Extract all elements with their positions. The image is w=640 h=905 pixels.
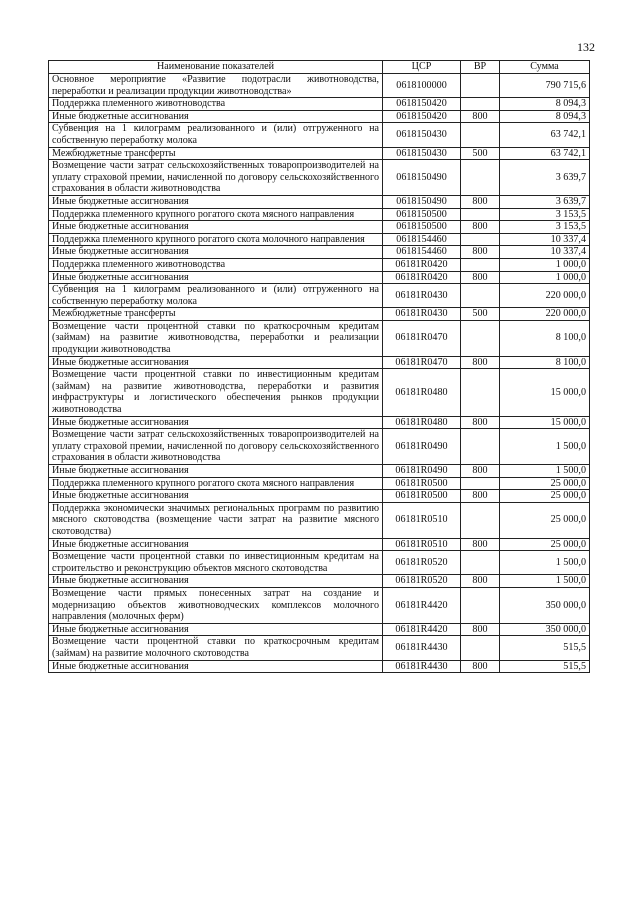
row-vr: 800 [461, 271, 500, 284]
row-vr [461, 429, 500, 465]
table-row [49, 320, 590, 356]
row-code: 06181R4430 [383, 636, 461, 660]
table-row [49, 284, 590, 308]
table-row [49, 258, 590, 271]
row-code: 06181R0490 [383, 465, 461, 478]
row-sum: 25 000,0 [500, 477, 590, 490]
row-sum: 515,5 [500, 636, 590, 660]
row-vr: 800 [461, 110, 500, 123]
table-row [49, 160, 590, 196]
row-code: 06181R4420 [383, 623, 461, 636]
table-row [49, 356, 590, 369]
table-row [49, 74, 590, 98]
table-row [49, 587, 590, 623]
row-name: Иные бюджетные ассигнования [49, 110, 383, 123]
row-vr [461, 477, 500, 490]
table-row [49, 369, 590, 416]
row-code: 0618150430 [383, 147, 461, 160]
row-code: 0618150490 [383, 195, 461, 208]
header-name: Наименование показателей [49, 61, 383, 74]
row-vr: 800 [461, 221, 500, 234]
row-name: Возмещение части процентной ставки по инвестиционным кредитам на строительство и реконструкцию объектов мясного скотоводства [49, 551, 383, 575]
row-sum: 63 742,1 [500, 123, 590, 147]
row-vr [461, 502, 500, 538]
row-vr [461, 636, 500, 660]
row-code: 06181R0470 [383, 356, 461, 369]
row-vr [461, 160, 500, 196]
page-number: 132 [577, 40, 595, 54]
row-name: Иные бюджетные ассигнования [49, 538, 383, 551]
row-name: Возмещение части затрат сельскохозяйственных товаропроизводителей на уплату страховой премии, начисленной по договору сельскохозяйственного страхования в области животноводства [49, 160, 383, 196]
table-row [49, 308, 590, 321]
row-name: Возмещение части прямых понесенных затрат на создание и модернизацию объектов животноводческих комплексов молочного направления (молочных ферм) [49, 587, 383, 623]
row-code: 06181R0510 [383, 538, 461, 551]
row-code: 06181R0430 [383, 284, 461, 308]
row-vr [461, 258, 500, 271]
row-sum: 63 742,1 [500, 147, 590, 160]
row-code: 06181R0520 [383, 551, 461, 575]
row-code: 06181R0490 [383, 429, 461, 465]
table-row [49, 636, 590, 660]
row-sum: 8 100,0 [500, 320, 590, 356]
table-row [49, 429, 590, 465]
row-sum: 8 094,3 [500, 110, 590, 123]
row-code: 0618100000 [383, 74, 461, 98]
row-name: Возмещение части затрат сельскохозяйственных товаропроизводителей на уплату страховой премии, начисленной по договору сельскохозяйственного страхования в области животноводства [49, 429, 383, 465]
row-code: 06181R4430 [383, 660, 461, 673]
row-code: 06181R0420 [383, 258, 461, 271]
row-vr: 500 [461, 308, 500, 321]
row-code: 0618150500 [383, 208, 461, 221]
row-name: Поддержка племенного крупного рогатого скота мясного направления [49, 477, 383, 490]
row-code: 06181R0420 [383, 271, 461, 284]
header-row [49, 61, 590, 74]
row-vr: 800 [461, 195, 500, 208]
row-code: 0618150490 [383, 160, 461, 196]
row-vr [461, 587, 500, 623]
row-sum: 3 639,7 [500, 160, 590, 196]
row-sum: 350 000,0 [500, 587, 590, 623]
table-row [49, 490, 590, 503]
row-sum: 25 000,0 [500, 490, 590, 503]
row-name: Иные бюджетные ассигнования [49, 221, 383, 234]
row-vr [461, 551, 500, 575]
row-name: Иные бюджетные ассигнования [49, 195, 383, 208]
row-name: Иные бюджетные ассигнования [49, 246, 383, 259]
table-row [49, 271, 590, 284]
budget-table [48, 60, 590, 673]
table-row [49, 123, 590, 147]
row-vr [461, 284, 500, 308]
row-name: Субвенция на 1 килограмм реализованного и (или) отгруженного на собственную переработку молока [49, 123, 383, 147]
row-code: 06181R0470 [383, 320, 461, 356]
row-sum: 350 000,0 [500, 623, 590, 636]
row-name: Субвенция на 1 килограмм реализованного и (или) отгруженного на собственную переработку молока [49, 284, 383, 308]
row-vr: 800 [461, 660, 500, 673]
header-sum: Сумма [500, 61, 590, 74]
row-name: Иные бюджетные ассигнования [49, 271, 383, 284]
row-vr: 800 [461, 538, 500, 551]
table-row [49, 538, 590, 551]
row-sum: 1 500,0 [500, 575, 590, 588]
row-sum: 8 100,0 [500, 356, 590, 369]
row-vr [461, 123, 500, 147]
table-row [49, 195, 590, 208]
row-code: 06181R0510 [383, 502, 461, 538]
table-row [49, 465, 590, 478]
table-row [49, 246, 590, 259]
row-vr: 800 [461, 575, 500, 588]
row-name: Возмещение части процентной ставки по краткосрочным кредитам (займам) на развитие животноводства, переработки и реализации продукции животноводства [49, 320, 383, 356]
row-vr [461, 233, 500, 246]
row-sum: 8 094,3 [500, 98, 590, 111]
row-sum: 1 500,0 [500, 429, 590, 465]
row-vr [461, 369, 500, 416]
row-code: 06181R0480 [383, 416, 461, 429]
row-name: Поддержка племенного животноводства [49, 98, 383, 111]
row-vr: 800 [461, 416, 500, 429]
row-name: Иные бюджетные ассигнования [49, 490, 383, 503]
row-name: Иные бюджетные ассигнования [49, 660, 383, 673]
table-row [49, 551, 590, 575]
row-sum: 25 000,0 [500, 538, 590, 551]
row-vr: 800 [461, 356, 500, 369]
row-sum: 15 000,0 [500, 416, 590, 429]
row-sum: 220 000,0 [500, 284, 590, 308]
row-code: 0618150420 [383, 98, 461, 111]
row-name: Поддержка племенного животноводства [49, 258, 383, 271]
table-row [49, 477, 590, 490]
row-sum: 1 500,0 [500, 465, 590, 478]
header-code: ЦСР [383, 61, 461, 74]
row-sum: 3 639,7 [500, 195, 590, 208]
row-sum: 220 000,0 [500, 308, 590, 321]
row-name: Возмещение части процентной ставки по краткосрочным кредитам (займам) на развитие молочного скотоводства [49, 636, 383, 660]
table-row [49, 233, 590, 246]
row-code: 0618150500 [383, 221, 461, 234]
row-name: Поддержка племенного крупного рогатого скота молочного направления [49, 233, 383, 246]
row-sum: 10 337,4 [500, 233, 590, 246]
row-vr [461, 74, 500, 98]
row-name: Межбюджетные трансферты [49, 308, 383, 321]
row-name: Иные бюджетные ассигнования [49, 356, 383, 369]
row-name: Иные бюджетные ассигнования [49, 416, 383, 429]
row-code: 06181R0480 [383, 369, 461, 416]
row-vr [461, 208, 500, 221]
row-sum: 1 500,0 [500, 551, 590, 575]
row-name: Иные бюджетные ассигнования [49, 623, 383, 636]
table-row [49, 416, 590, 429]
row-vr [461, 98, 500, 111]
row-sum: 1 000,0 [500, 258, 590, 271]
row-code: 0618154460 [383, 233, 461, 246]
row-code: 06181R0500 [383, 477, 461, 490]
row-code: 06181R0500 [383, 490, 461, 503]
row-name: Иные бюджетные ассигнования [49, 465, 383, 478]
row-sum: 15 000,0 [500, 369, 590, 416]
row-name: Возмещение части процентной ставки по инвестиционным кредитам (займам) на развитие животноводства, переработки и развития инфраструктуры и логистического обеспечения рынков продукции животноводства [49, 369, 383, 416]
table-row [49, 208, 590, 221]
row-code: 06181R0430 [383, 308, 461, 321]
row-vr: 800 [461, 246, 500, 259]
row-name: Межбюджетные трансферты [49, 147, 383, 160]
row-name: Иные бюджетные ассигнования [49, 575, 383, 588]
row-sum: 10 337,4 [500, 246, 590, 259]
row-sum: 3 153,5 [500, 208, 590, 221]
row-name: Основное мероприятие «Развитие подотрасли животноводства, переработки и реализации продукции животноводства» [49, 74, 383, 98]
row-vr: 800 [461, 490, 500, 503]
row-vr: 800 [461, 623, 500, 636]
table-row [49, 575, 590, 588]
table-row [49, 98, 590, 111]
row-vr: 500 [461, 147, 500, 160]
table-row [49, 623, 590, 636]
row-name: Поддержка племенного крупного рогатого скота мясного направления [49, 208, 383, 221]
row-code: 06181R4420 [383, 587, 461, 623]
row-vr [461, 320, 500, 356]
row-sum: 790 715,6 [500, 74, 590, 98]
row-sum: 515,5 [500, 660, 590, 673]
table-row [49, 660, 590, 673]
row-code: 0618154460 [383, 246, 461, 259]
table-row [49, 221, 590, 234]
row-sum: 3 153,5 [500, 221, 590, 234]
table-row [49, 110, 590, 123]
row-sum: 1 000,0 [500, 271, 590, 284]
table-row [49, 502, 590, 538]
row-code: 06181R0520 [383, 575, 461, 588]
row-code: 0618150430 [383, 123, 461, 147]
header-vr: ВР [461, 61, 500, 74]
row-code: 0618150420 [383, 110, 461, 123]
table-row [49, 147, 590, 160]
row-sum: 25 000,0 [500, 502, 590, 538]
row-name: Поддержка экономически значимых региональных программ по развитию мясного скотоводства (возмещение части затрат на развитие мясного скотоводства) [49, 502, 383, 538]
row-vr: 800 [461, 465, 500, 478]
